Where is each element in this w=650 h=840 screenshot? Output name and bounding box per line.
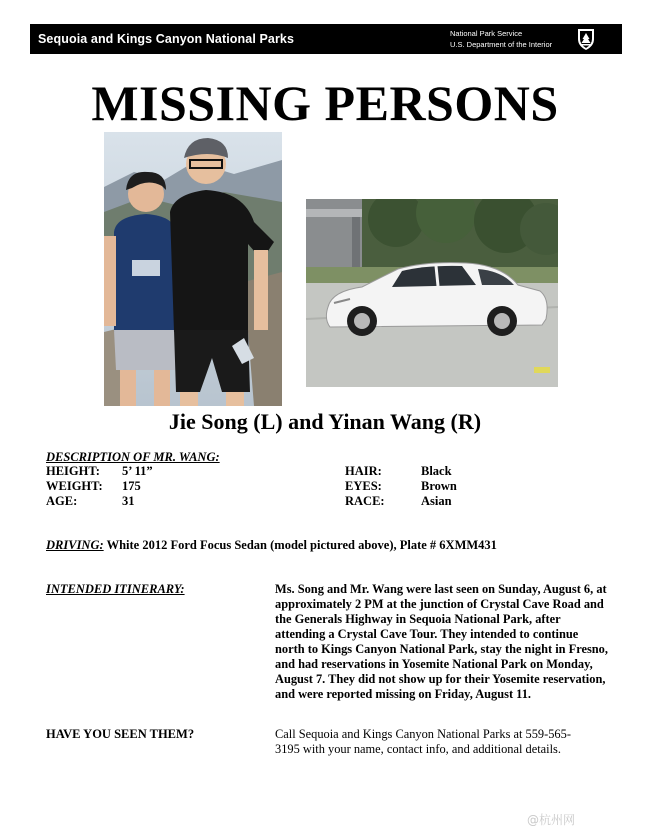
contact-text: Call Sequoia and Kings Canyon National Parks at 559-565-3195 with your name, contact info, and additional details. (275, 727, 571, 756)
weight-value: 175 (122, 479, 141, 493)
poster-title: MISSING PERSONS (91, 75, 559, 131)
age-label: AGE: (46, 494, 78, 508)
eyes-label: EYES: (345, 479, 382, 493)
hair-label: HAIR: (345, 464, 382, 478)
hair-value: Black (421, 464, 452, 478)
itinerary-label: INTENDED ITINERARY: (46, 582, 185, 596)
contact-label: HAVE YOU SEEN THEM? (46, 727, 195, 741)
height-value: 5’ 11” (122, 464, 153, 478)
agency-line-doi: U.S. Department of the Interior (450, 40, 553, 49)
height-label: HEIGHT: (46, 464, 100, 478)
agency-line-nps: National Park Service (450, 29, 523, 38)
agency-name (450, 28, 552, 50)
age-value: 31 (122, 494, 135, 508)
itinerary-text: Ms. Song and Mr. Wang were last seen on Sunday, August 6, at approximately 2 PM at the junction of Crystal Cave Road and the Generals Highway in Sequoia National Park, after attending a Crystal Cave Tour. They intended to continue north to Kings Canyon National Park, stay the night in Fresno, and had reservations in Yosemite National Park on Monday, August 7. They did not show up for their Yosemite reservation, and were reported missing on Friday, August 11. (275, 582, 608, 701)
description-heading: DESCRIPTION OF MR. WANG: (46, 450, 220, 464)
race-value: Asian (421, 494, 452, 508)
driving-text: White 2012 Ford Focus Sedan (model pictured above), Plate # 6XMM431 (106, 538, 497, 552)
missing-persons-photo (104, 132, 282, 406)
vehicle-photo (306, 199, 558, 387)
driving-label: DRIVING: (46, 538, 104, 552)
agency-header-bar (30, 24, 622, 54)
nps-arrowhead-logo (576, 27, 596, 51)
source-watermark: @杭州网 (527, 813, 576, 827)
driving-section (46, 538, 497, 553)
race-label: RACE: (345, 494, 385, 508)
park-name: Sequoia and Kings Canyon National Parks (38, 32, 295, 46)
photo-caption: Jie Song (L) and Yinan Wang (R) (168, 409, 482, 434)
eyes-value: Brown (421, 479, 457, 493)
weight-label: WEIGHT: (46, 479, 103, 493)
